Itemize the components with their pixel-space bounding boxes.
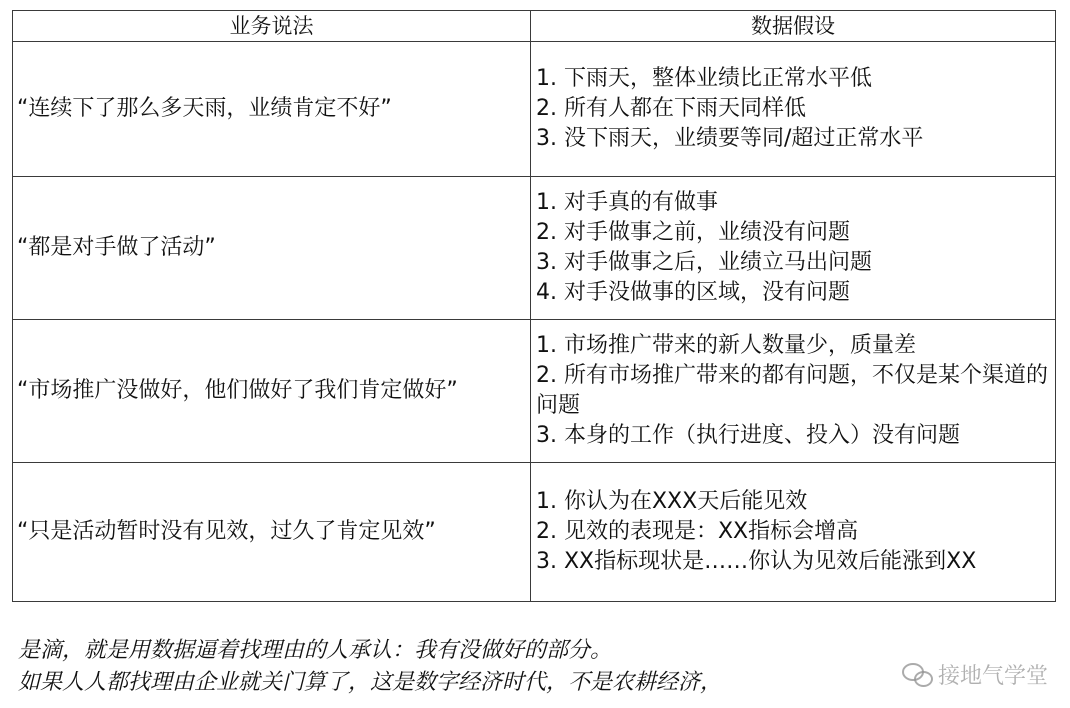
assumption-item: 3. 对手做事之后，业绩立马出问题 xyxy=(536,250,872,275)
footnote-line-1: 是滴，就是用数据逼着找理由的人承认：我有没做好的部分。 xyxy=(18,638,613,663)
assumption-item: 3. XX指标现状是……你认为见效后能涨到XX xyxy=(536,549,977,574)
table-row xyxy=(13,177,1056,320)
business-phrase-cell: “连续下了那么多天雨，业绩肯定不好” xyxy=(13,42,531,177)
assumptions-cell xyxy=(531,463,1056,602)
assumption-item: 3. 本身的工作（执行进度、投入）没有问题 xyxy=(536,423,960,448)
header-business-phrase: 业务说法 xyxy=(13,11,531,42)
assumptions-cell xyxy=(531,42,1056,177)
watermark xyxy=(902,658,1048,690)
watermark-text: 接地气学堂 xyxy=(937,663,1048,689)
footnote-line-2: 如果人人都找理由企业就关门算了，这是数字经济时代，不是农耕经济， xyxy=(18,670,723,695)
table-row xyxy=(13,42,1056,177)
business-phrase-cell: “都是对手做了活动” xyxy=(13,177,531,320)
assumption-item: 1. 市场推广带来的新人数量少，质量差 xyxy=(536,333,916,358)
assumption-item: 2. 见效的表现是：XX指标会增高 xyxy=(536,519,859,544)
assumptions-cell xyxy=(531,320,1056,463)
assumptions-cell xyxy=(531,177,1056,320)
table-header-row xyxy=(13,11,1056,42)
business-phrase-cell: “只是活动暂时没有见效，过久了肯定见效” xyxy=(13,463,531,602)
header-data-assumptions: 数据假设 xyxy=(531,11,1056,42)
assumption-item: 2. 对手做事之前，业绩没有问题 xyxy=(536,220,850,245)
assumption-item: 1. 你认为在XXX天后能见效 xyxy=(536,489,808,514)
assumption-table xyxy=(12,10,1056,602)
table-row xyxy=(13,463,1056,602)
assumption-item: 4. 对手没做事的区域，没有问题 xyxy=(536,280,850,305)
assumption-item: 1. 对手真的有做事 xyxy=(536,190,718,215)
assumption-item: 2. 所有人都在下雨天同样低 xyxy=(536,96,806,121)
table-row xyxy=(13,320,1056,463)
assumption-item: 2. 所有市场推广带来的都有问题，不仅是某个渠道的问题 xyxy=(536,363,1048,418)
wechat-icon xyxy=(902,661,932,687)
assumption-item: 1. 下雨天，整体业绩比正常水平低 xyxy=(536,66,872,91)
assumption-item: 3. 没下雨天，业绩要等同/超过正常水平 xyxy=(536,126,924,151)
business-phrase-cell: “市场推广没做好，他们做好了我们肯定做好” xyxy=(13,320,531,463)
